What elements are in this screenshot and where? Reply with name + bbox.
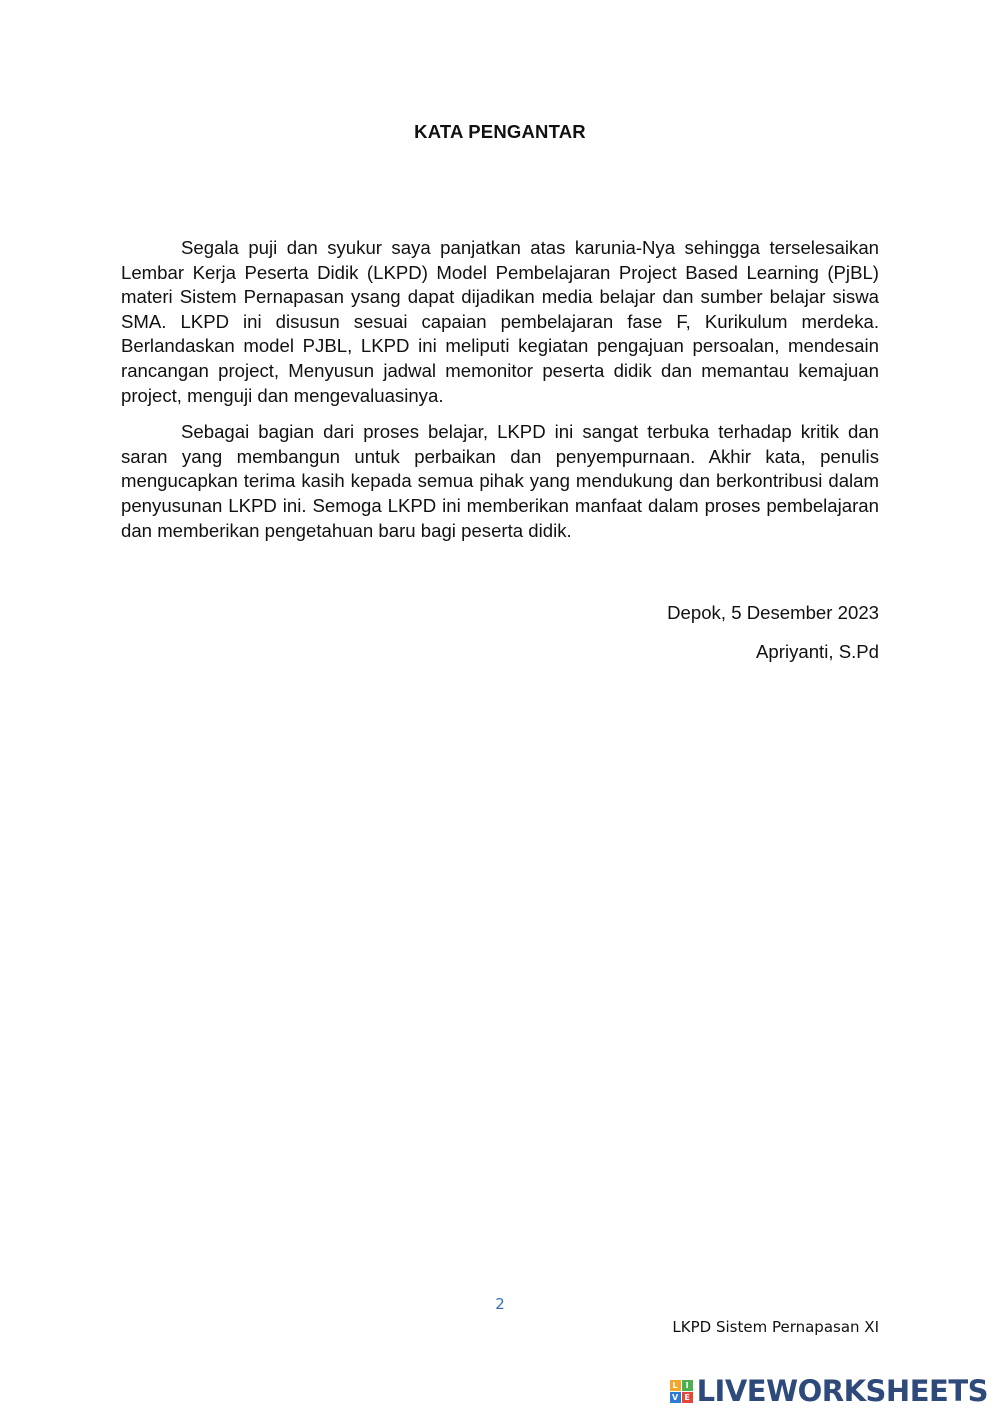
body-text: [121, 236, 879, 555]
author-name: Apriyanti, S.Pd: [756, 641, 879, 662]
page-title: KATA PENGANTAR: [414, 121, 586, 142]
logo-cell-e: E: [682, 1392, 693, 1403]
footer-text: LKPD Sistem Pernapasan XI: [672, 1318, 879, 1336]
liveworksheets-logo-icon: [670, 1380, 693, 1403]
paragraph-2: Sebagai bagian dari proses belajar, LKPD ini sangat terbuka terhadap kritik dan saran yang membangun untuk perbaikan dan penyempurnaan. Akhir kata, penulis mengucapkan terima kasih kepada semua pihak yang mendukung dan berkontribusi dalam penyusunan LKPD ini. Semoga LKPD ini memberikan manfaat dalam proses pembelajaran dan memberikan pengetahuan baru bagi peserta didik.: [121, 421, 879, 541]
logo-cell-l: L: [670, 1380, 681, 1391]
logo-cell-v: V: [670, 1392, 681, 1403]
paragraph-1: Segala puji dan syukur saya panjatkan atas karunia-Nya sehingga terselesaikan Lembar Kerja Peserta Didik (LKPD) Model Pembelajaran Project Based Learning (PjBL) materi Sistem Pernapasan ysang dapat dijadikan media belajar dan sumber belajar siswa SMA. LKPD ini disusun sesuai capaian pembelajaran fase F, Kurikulum merdeka. Berlandaskan model PJBL, LKPD ini meliputi kegiatan pengajuan persoalan, mendesain rancangan project, Menyusun jadwal memonitor peserta didik dan memantau kemajuan project, menguji dan mengevaluasinya.: [121, 237, 879, 406]
liveworksheets-brand[interactable]: [670, 1374, 988, 1408]
page-number: 2: [495, 1295, 505, 1313]
place-date: Depok, 5 Desember 2023: [667, 602, 879, 623]
logo-cell-i: I: [682, 1380, 693, 1391]
brand-name: LIVEWORKSHEETS: [696, 1374, 988, 1408]
